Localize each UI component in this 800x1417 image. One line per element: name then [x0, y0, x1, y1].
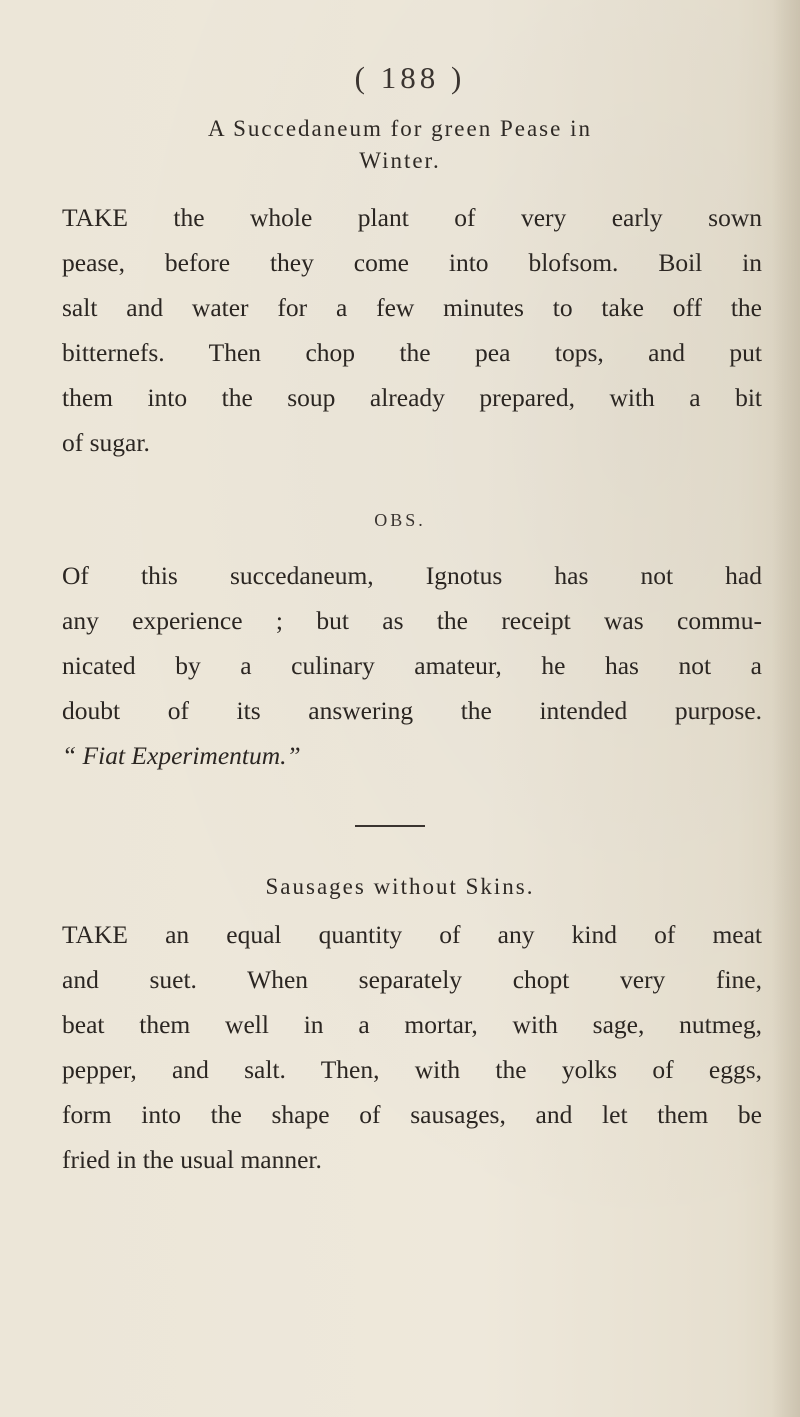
- text-line: Of this succedaneum, Ignotus has not had: [62, 561, 762, 590]
- text-line: pepper, and salt. Then, with the yolks of eggs,: [62, 1055, 762, 1084]
- observation-body: [62, 553, 762, 778]
- recipe-heading-sausages: Sausages without Skins.: [265, 874, 535, 899]
- recipe-body-pease: [62, 195, 762, 465]
- page-edge-shadow: [772, 0, 800, 1417]
- text-line: TAKE the whole plant of very early sown: [62, 203, 762, 232]
- text-line: any experience ; but as the receipt was commu-: [62, 606, 762, 635]
- text-line: bitternefs. Then chop the pea tops, and put: [62, 338, 762, 367]
- text-line: pease, before they come into blofsom. Boil in: [62, 248, 762, 277]
- section-divider: [355, 825, 425, 827]
- text-line: them into the soup already prepared, with a bit: [62, 383, 762, 412]
- observation-label: OBS.: [374, 510, 426, 530]
- text-line: and suet. When separately chopt very fine,: [62, 965, 762, 994]
- text-line: form into the shape of sausages, and let them be: [62, 1100, 762, 1129]
- recipe-heading-pease: A Succedaneum for green Pease in: [208, 116, 592, 141]
- text-line: beat them well in a mortar, with sage, nutmeg,: [62, 1010, 762, 1039]
- text-line: of sugar.: [62, 428, 150, 457]
- text-line: fried in the usual manner.: [62, 1145, 322, 1174]
- text-line: salt and water for a few minutes to take off the: [62, 293, 762, 322]
- page-number: ( 188 ): [354, 60, 466, 95]
- text-line: TAKE an equal quantity of any kind of meat: [62, 920, 762, 949]
- recipe-body-sausages: [62, 912, 762, 1182]
- text-line: nicated by a culinary amateur, he has not a: [62, 651, 762, 680]
- recipe-heading-pease-continued: Winter.: [359, 148, 441, 173]
- motto-line: “ Fiat Experimentum.”: [62, 741, 301, 770]
- text-line: doubt of its answering the intended purpose.: [62, 696, 762, 725]
